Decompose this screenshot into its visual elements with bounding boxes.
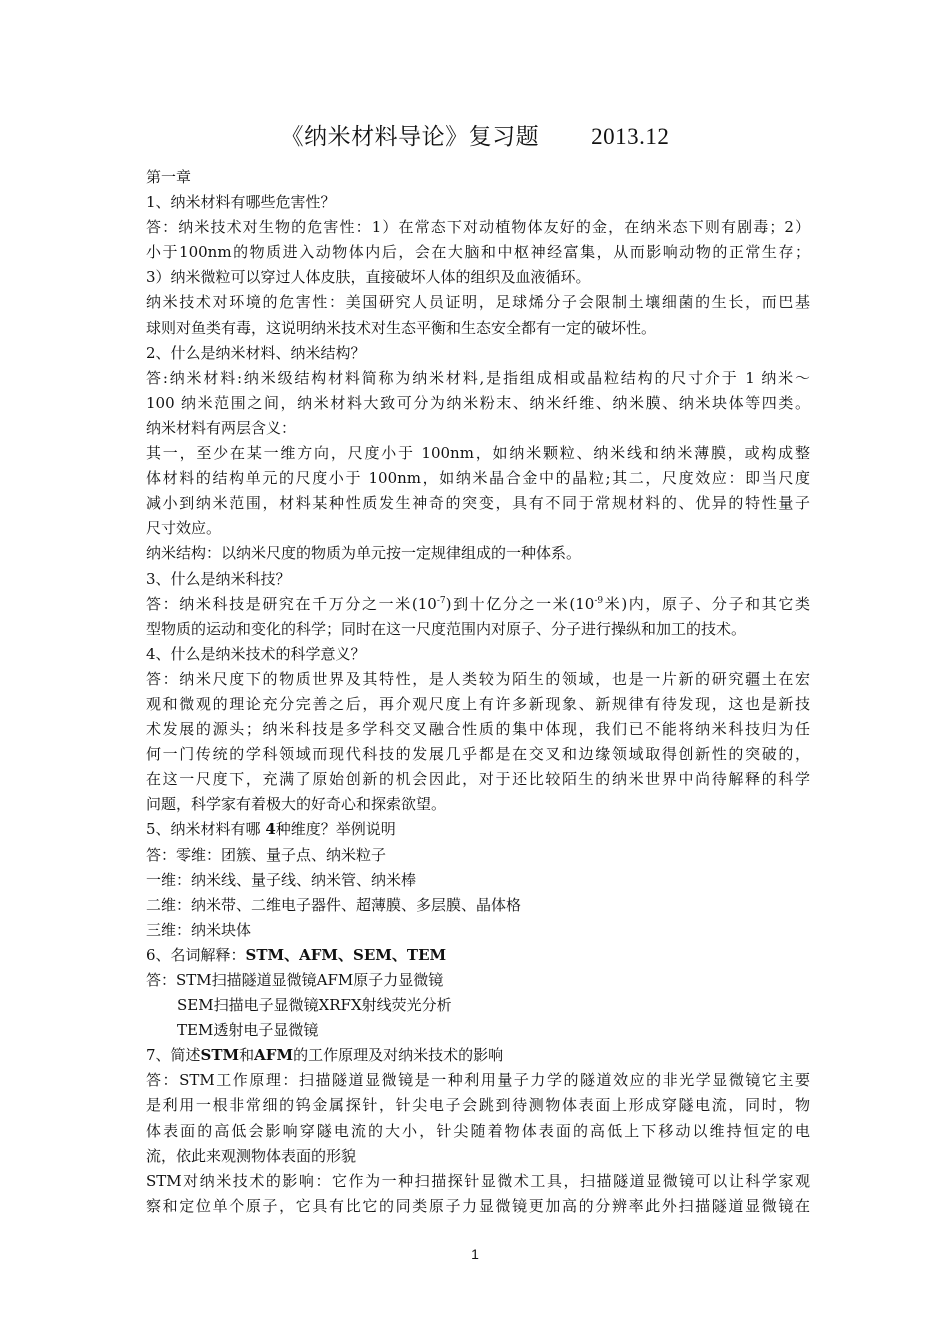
exponent: -7 [436,595,446,606]
answer-line: 术发展的源头；纳米科技是多学科交叉融合性质的集中体现，我们已不能将纳米科技归为任 [146,720,810,739]
answer-line: 尺寸效应。 [146,519,222,538]
answer-line: 答:纳米材料:纳米级结构材料简称为纳米材料,是指组成相或晶粒结构的尺寸介于 1 纳米～ [146,368,810,387]
title-part: 6、名词解释： [146,945,246,964]
answer-line: 纳米结构：以纳米尺度的物质为单元按一定规律组成的一种体系。 [146,544,582,563]
question-2-title: 2、什么是纳米材料、纳米结构？ [146,343,366,362]
answer-line: 体表面的高低会影响穿隧电流的大小，针尖随着物体表面的高低上下移动以维持恒定的电 [146,1121,810,1140]
question-6-title [146,943,810,968]
title-part: 种维度？举例说明 [275,820,396,839]
answer-line: 体材料的结构单元的尺度小于 100nm，如纳米晶合金中的晶粒;其二，尺度效应：即当尺度 [146,469,810,488]
title-part: 的工作原理及对纳米技术的影响 [293,1046,504,1065]
page-number: 1 [471,1246,479,1262]
answer-line: 三维：纳米块体 [146,920,252,939]
exponent: -9 [594,595,604,606]
answer-line: 3）纳米微粒可以穿过人体皮肤，直接破坏人体的组织及血液循环。 [146,268,591,287]
answer-line: 球则对鱼类有毒，这说明纳米技术对生态平衡和生态安全都有一定的破坏性。 [146,318,657,337]
answer-line: 减小到纳米范围，材料某种性质发生神奇的突变，具有不同于常规材料的、优异的特性量子 [146,494,810,513]
answer-line: 答：纳米技术对生物的危害性：1）在常态下对动植物体友好的金，在纳米态下则有剧毒；2） [146,218,810,237]
answer-text: 答：纳米科技是研究在千万分之一米(10 [146,594,437,613]
title-part: 和 [239,1046,255,1065]
answer-line: 型物质的运动和变化的科学；同时在这一尺度范围内对原子、分子进行操纵和加工的技术。 [146,619,747,638]
answer-line: 观和微观的理论充分完善之后，再介观尺度上有许多新现象、新规律有待发现，这也是新技 [146,694,810,713]
question-1-title: 1、纳米材料有哪些危害性？ [146,193,336,212]
title-year: 2013.12 [591,124,670,149]
answer-line: 答：STM扫描隧道显微镜AFM原子力显微镜 [146,971,444,989]
answer-line: 纳米材料有两层含义： [146,418,297,437]
answer-line: 100 纳米范围之间，纳米材料大致可分为纳米粉末、纳米纤维、纳米膜、纳米块体等四类。 [146,393,810,412]
answer-line: 小于100nm的物质进入动物体内后，会在大脑和中枢神经富集，从而影响动物的正常生存； [146,243,810,262]
answer-line: 答：零维：团簇、量子点、纳米粒子 [146,845,387,864]
title-part: AFM [254,1046,294,1065]
title-part: 4 [265,820,276,839]
title-part: STM [200,1046,240,1065]
answer-text: )到十亿分之一米(10 [445,594,595,613]
document-body [146,165,810,1219]
title-part: 7、简述 [146,1046,201,1065]
answer-line: 察和定位单个原子，它具有比它的同类原子力显微镜更加高的分辨率此外扫描隧道显微镜在 [146,1196,810,1215]
answer-line: 问题，科学家有着极大的好奇心和探索欲望。 [146,795,447,814]
answer-line: 是利用一根非常细的钨金属探针，针尖电子会跳到待测物体表面上形成穿隧电流，同时，物 [146,1096,810,1115]
title-text: 《纳米材料导论》复习题 [280,124,540,150]
answer-line: 纳米技术对环境的危害性：美国研究人员证明，足球烯分子会限制土壤细菌的生长，而巴基 [146,293,810,312]
answer-text: 米)内，原子、分子和其它类 [603,594,810,613]
answer-line: 其一，至少在某一维方向，尺度小于 100nm，如纳米颗粒、纳米线和纳米薄膜，或构成整 [146,444,810,463]
answer-line: 答：纳米尺度下的物质世界及其特性，是人类较为陌生的领域，也是一片新的研究疆土在宏 [146,669,810,688]
title-part: STM、AFM、SEM、TEM [245,945,447,964]
chapter-heading: 第一章 [146,168,192,186]
answer-line: 一维：纳米线、量子线、纳米管、纳米棒 [146,870,417,889]
question-5-title [146,817,810,842]
answer-line: 答：STM工作原理：扫描隧道显微镜是一种利用量子力学的隧道效应的非光学显微镜它主要 [146,1071,810,1090]
question-7-title [146,1043,810,1068]
answer-line: STM对纳米技术的影响：它作为一种扫描探针显微术工具，扫描隧道显微镜可以让科学家观 [146,1171,810,1190]
answer-line: 流，依此来观测物体表面的形貌 [146,1146,357,1165]
document-title [0,118,950,151]
answer-line: 何一门传统的学科领域而现代科技的发展几乎都是在交叉和边缘领域取得创新性的突破的， [146,745,810,764]
answer-line [146,592,810,617]
answer-line: 在这一尺度下，充满了原始创新的机会因此，对于还比较陌生的纳米世界中尚待解释的科学 [146,770,810,789]
answer-line: SEM扫描电子显微镜XRFX射线荧光分析 [177,996,452,1015]
answer-line: TEM透射电子显微镜 [177,1021,319,1040]
question-3-title: 3、什么是纳米科技？ [146,569,291,588]
title-part: 5、纳米材料有哪 [146,820,266,839]
answer-line: 二维：纳米带、二维电子器件、超薄膜、多层膜、晶体格 [146,895,522,914]
question-4-title: 4、什么是纳米技术的科学意义？ [146,644,366,663]
